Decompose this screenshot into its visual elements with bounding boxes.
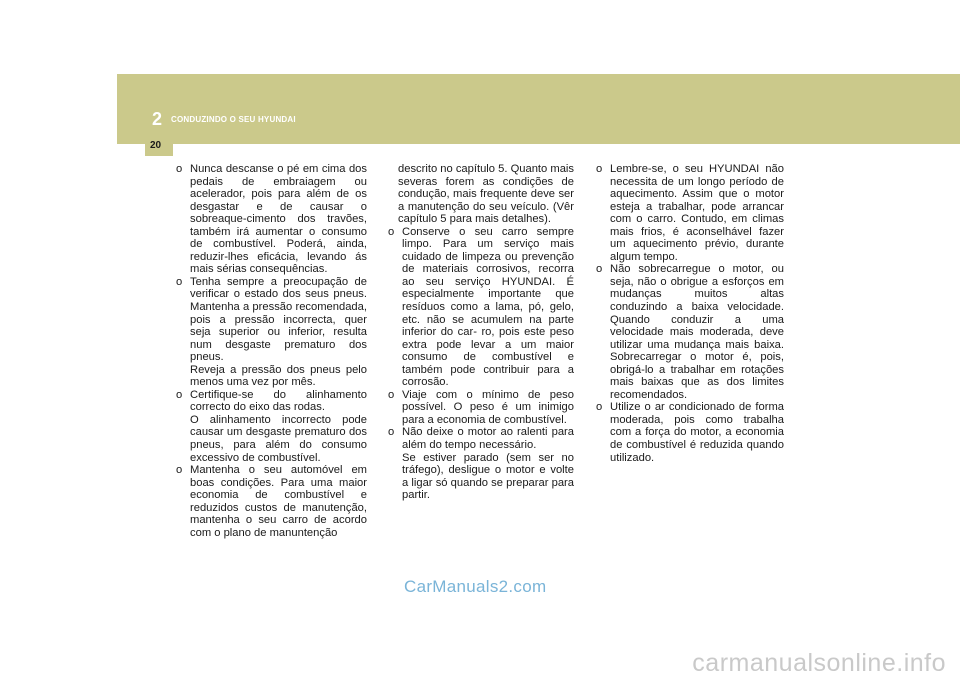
list-item-extra: O alinhamento incorrecto pode causar um desgaste prematuro dos pneus, para além do consumo excessivo de combustível. (190, 413, 367, 464)
list-item-extra: Reveja a pressão dos pneus pelo menos uma vez por mês. (190, 363, 367, 389)
list-item-extra: Se estiver parado (sem ser no tráfego), desligue o motor e volte a ligar só quando se preparar para partir. (402, 451, 574, 502)
page-number: 20 (150, 140, 162, 151)
list-item (176, 163, 367, 276)
list-item (596, 163, 784, 263)
bullet-marker: o (596, 163, 603, 175)
bullet-marker: o (388, 225, 395, 238)
list-item-text: Tenha sempre a preocupação de verificar o estado dos seus pneus. Mantenha a pressão recomendada, pois a pressão incorrecta, quer seja superior ou inferior, resulta num desgaste prematuro dos pneus. (190, 275, 367, 364)
list-item-text: Não sobrecarregue o motor, ou seja, não o obrigue a esforços em mudanças muitos altas conduzindo a baixa velocidade. Quando conduzir a uma velocidade mais moderada, deve utilizar uma mudança mais baixa. Sobrecarregar o motor é, pois, obrigá-lo a trabalhar em rotações mais baixas que as dos limites recomendados. (610, 263, 784, 401)
list-item-text: Nunca descanse o pé em cima dos pedais de embraiagem ou acelerador, pois para além de os desgastar e de causar o sobreaque-cimento dos travões, também irá aumentar o consumo de combustível. Poderá, ainda, reduzir-lhes eficácia, levando ás mais sérias consequências. (190, 163, 367, 276)
list-item-text: Mantenha o seu automóvel em boas condições. Para uma maior economia de combustível e reduzidos custos de manutenção, mantenha o seu carro de acordo com o plano de manuntenção (190, 464, 367, 539)
list-item-text: Lembre-se, o seu HYUNDAI não necessita de um longo período de aquecimento. Assim que o motor esteja a trabalhar, pode arrancar com o carro. Contudo, em climas mais frios, é aconselhável fazer um aquecimento prévio, durante algum tempo. (610, 163, 784, 263)
chapter-title: CONDUZINDO O SEU HYUNDAI (171, 115, 296, 124)
list-item-text: Utilize o ar condicionado de forma moderada, pois como trabalha com a força do motor, a economia de combustível é reduzida quando utilizado. (610, 401, 784, 464)
bullet-marker: o (596, 263, 603, 276)
list-item-text: Certifique-se do alinhamento correcto do eixo das rodas. (190, 388, 367, 414)
list-item (388, 389, 574, 427)
list-item (596, 263, 784, 401)
chapter-number: 2 (152, 109, 163, 129)
list-item (596, 401, 784, 464)
text-column-2 (388, 163, 574, 502)
bullet-marker: o (176, 388, 183, 401)
footer-site-text: carmanualsonline.info (692, 649, 946, 677)
list-item (388, 226, 574, 389)
list-item-text: Conserve o seu carro sempre limpo. Para um serviço mais cuidado de limpeza ou prevenção de materiais corrosivos, recorra ao seu serviço HYUNDAI. É especialmente importante que resíduos como a lama, pó, gelo, etc. não se acumulem na parte inferior do car- ro, pois este peso extra pode levar a um maior consumo de combustível e também pode contribuir para a corrosão. (402, 225, 574, 389)
list-item-text: Viaje com o mínimo de peso possível. O peso é um inimigo para a economia de combustível. (402, 388, 574, 426)
list-item (176, 389, 367, 464)
list-item (388, 426, 574, 501)
watermark-link[interactable]: CarManuals2.com (404, 577, 547, 596)
continuation-paragraph: descrito no capítulo 5. Quanto mais severas forem as condições de condução, mais frequente deve ser a manutenção do seu veículo. (Vêr capítulo 5 para mais detalhes). (398, 163, 574, 226)
bullet-marker: o (388, 388, 395, 401)
text-column-3 (596, 163, 784, 464)
list-item (176, 464, 367, 539)
bullet-marker: o (176, 275, 183, 288)
list-item-text: Não deixe o motor ao ralenti para além do tempo necessário. (402, 426, 574, 452)
bullet-marker: o (176, 464, 183, 477)
list-item (176, 276, 367, 389)
bullet-marker: o (388, 426, 395, 439)
bullet-marker: o (176, 163, 183, 175)
bullet-marker: o (596, 401, 603, 414)
text-column-1 (176, 163, 367, 539)
header-band (117, 74, 960, 144)
